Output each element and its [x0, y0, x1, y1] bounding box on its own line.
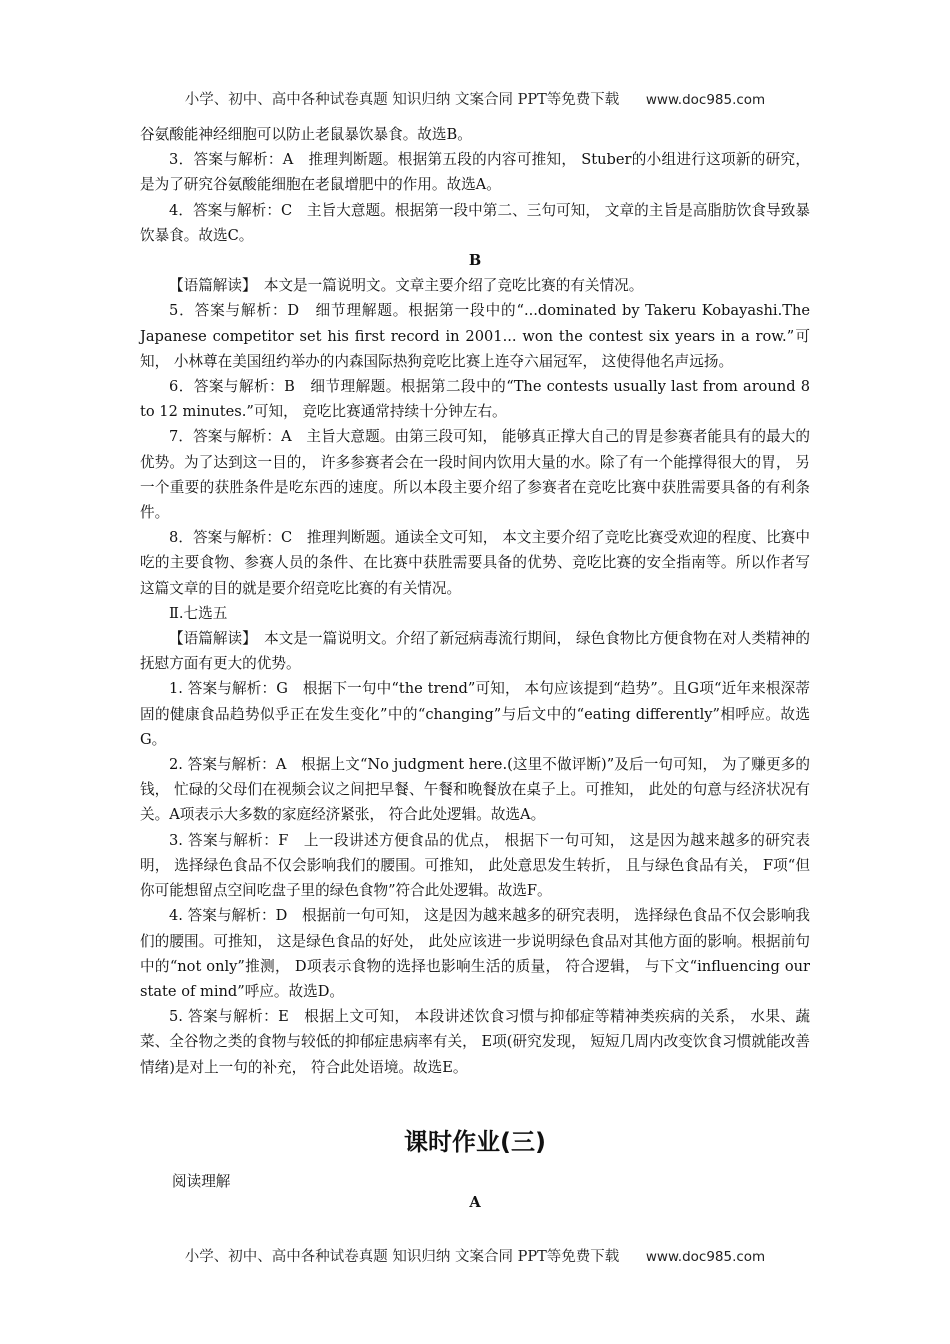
answer-6: 6．答案与解析：B 细节理解题。根据第二段中的“The contests usually last from around 8 to 12 minutes.”可知， 竞吃比赛通常持续十分钟左右。 — [140, 378, 810, 421]
page-footer — [0, 1245, 950, 1266]
section-ii-heading: Ⅱ.七选五 — [169, 604, 228, 622]
footer-url-link[interactable]: www.doc985.com — [645, 1249, 766, 1265]
document-body — [140, 122, 810, 1080]
header-text: 小学、初中、高中各种试卷真题 知识归纳 文案合同 PPT等免费下载 — [184, 92, 620, 108]
section-sub-heading: A — [469, 1194, 481, 1211]
answer-3: 3．答案与解析：A 推理判断题。根据第五段的内容可推知， Stuber的小组进行这项新的研究， 是为了研究谷氨酸能细胞在老鼠增肥中的作用。故选A。 — [140, 151, 810, 194]
paragraph: 谷氨酸能神经细胞可以防止老鼠暴饮暴食。故选B。 — [140, 126, 472, 143]
answer-ii-3: 3. 答案与解析：F 上一段讲述方便食品的优点， 根据下一句可知， 这是因为越来越多的研究表明， 选择绿色食品不仅会影响我们的腰围。可推知， 此处意思发生转折， 且与绿色食品有关， F项“但你可能想留点空间吃盘子里的绿色食物”符合此处逻辑。故选F。 — [140, 831, 810, 900]
section-label: 阅读理解 — [172, 1173, 231, 1190]
footer-text: 小学、初中、高中各种试卷真题 知识归纳 文案合同 PPT等免费下载 — [184, 1249, 620, 1265]
answer-8: 8．答案与解析：C 推理判断题。通读全文可知， 本文主要介绍了竞吃比赛受欢迎的程度、比赛中吃的主要食物、参赛人员的条件、在比赛中获胜需要具备的优势、竞吃比赛的安全指南等。所以作者写这篇文章的目的就是要介绍竞吃比赛的有关情况。 — [140, 529, 810, 597]
answer-7: 7．答案与解析：A 主旨大意题。由第三段可知， 能够真正撑大自己的胃是参赛者能具有的最大的优势。为了达到这一目的， 许多参赛者会在一段时间内饮用大量的水。除了有一个能撑得很大的胃， 另一个重要的获胜条件是吃东西的速度。所以本段主要介绍了参赛者在竞吃比赛中获胜需要具备的有利条件。 — [140, 428, 810, 522]
header-url-link[interactable]: www.doc985.com — [645, 92, 766, 108]
passage-summary-ii: 【语篇解读】 本文是一篇说明文。介绍了新冠病毒流行期间， 绿色食物比方便食物在对人类精神的抚慰方面有更大的优势。 — [140, 630, 810, 673]
answer-5: 5．答案与解析：D 细节理解题。根据第一段中的“...dominated by Takeru Kobayashi.The Japanese competitor set his first record in 2001... won the contest six years in a row.”可知， 小林尊在美国纽约举办的内森国际热狗竞吃比赛上连夺六届冠军， 这使得他名声远扬。 — [140, 302, 810, 370]
answer-4: 4．答案与解析：C 主旨大意题。根据第一段中第二、三句可知， 文章的主旨是高脂肪饮食导致暴饮暴食。故选C。 — [140, 201, 810, 244]
answer-ii-1: 1. 答案与解析：G 根据下一句中“the trend”可知， 本句应该提到“趋势”。且G项“近年来根深蒂固的健康食品趋势似乎正在发生变化”中的“changing”与后文中的“eating differently”相呼应。故选G。 — [140, 680, 810, 748]
answer-ii-2: 2. 答案与解析：A 根据上文“No judgment here.(这里不做评断)”及后一句可知， 为了赚更多的钱， 忙碌的父母们在视频会议之间把早餐、午餐和晚餐放在桌子上。可推知， 此处的句意与经济状况有关。A项表示大多数的家庭经济紧张， 符合此处逻辑。故选A。 — [140, 756, 810, 824]
answer-ii-4: 4. 答案与解析：D 根据前一句可知， 这是因为越来越多的研究表明， 选择绿色食品不仅会影响我们的腰围。可推知， 这是绿色食品的好处， 此处应该进一步说明绿色食品对其他方面的影响。根据前句中的“not only”推测， D项表示食物的选择也影响生活的质量， 符合逻辑， 与下文“influencing our state of mind”呼应。故选D。 — [140, 907, 810, 1000]
passage-summary-b: 【语篇解读】 本文是一篇说明文。文章主要介绍了竞吃比赛的有关情况。 — [169, 277, 644, 295]
page-header — [0, 88, 950, 109]
page-title: 课时作业(三) — [404, 1128, 546, 1156]
section-b-heading: B — [468, 252, 482, 270]
answer-ii-5: 5. 答案与解析：E 根据上文可知， 本段讲述饮食习惯与抑郁症等精神类疾病的关系， 水果、蔬菜、全谷物之类的食物与较低的抑郁症患病率有关， E项(研究发现， 短短几周内改变饮食习惯就能改善情绪)是对上一句的补充， 符合此处语境。故选E。 — [140, 1008, 810, 1076]
